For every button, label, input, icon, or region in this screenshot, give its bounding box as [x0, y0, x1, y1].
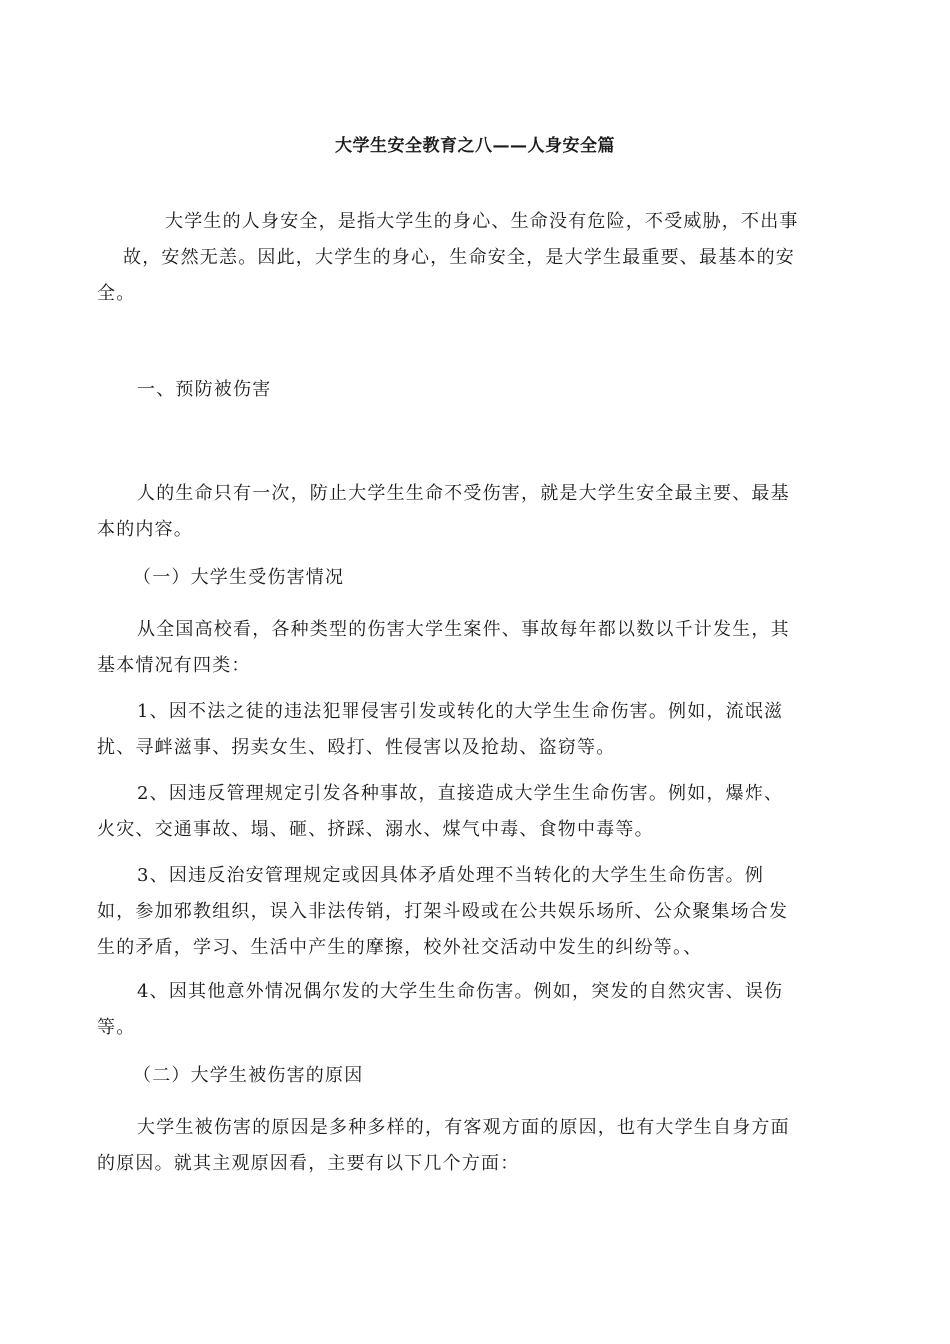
- paragraph: 从全国高校看，各种类型的伤害大学生案件、事故每年都以数以千计发生，其 基本情况有四类：: [97, 619, 790, 676]
- paragraph: 人的生命只有一次，防止大学生生命不受伤害，就是大学生安全最主要、最基 本的内容。: [97, 483, 790, 540]
- list-item: 1、因不法之徒的违法犯罪侵害引发或转化的大学生生命伤害。例如，流氓滋 扰、寻衅滋事、拐卖女生、殴打、性侵害以及抢劫、盗窃等。: [97, 701, 784, 758]
- list-item: 3、因违反治安管理规定或因具体矛盾处理不当转化的大学生生命伤害。例 如，参加邪教组织，误入非法传销，打架斗殴或在公共娱乐场所、公众聚集场合发 生的矛盾，学习、生活中产生的摩擦，校外社交活动中发生的纠纷等。、: [97, 865, 789, 958]
- intro-line-2: 故，安然无恙。因此，大学生的身心，生命安全，是大学生最重要、最基本的安: [123, 247, 795, 268]
- intro-line-1: 大学生的人身安全，是指大学生的身心、生命没有危险，不受威胁，不出事: [165, 211, 799, 232]
- subsection-heading: （一）大学生受伤害情况: [133, 567, 345, 588]
- subsection-heading: （二）大学生被伤害的原因: [133, 1065, 364, 1086]
- list-item: 4、因其他意外情况偶尔发的大学生生命伤害。例如，突发的自然灾害、误伤 等。: [97, 981, 784, 1038]
- intro-paragraph: [97, 204, 857, 312]
- section-heading: 一、预防被伤害: [137, 379, 272, 400]
- document-title: 大学生安全教育之八——人身安全篇: [335, 136, 615, 156]
- intro-line-3: 全。: [97, 283, 136, 304]
- paragraph: 大学生被伤害的原因是多种多样的，有客观方面的原因，也有大学生自身方面 的原因。就其主观原因看，主要有以下几个方面：: [97, 1117, 790, 1174]
- list-item: 2、因违反管理规定引发各种事故，直接造成大学生生命伤害。例如，爆炸、 火灾、交通事故、塌、砸、挤踩、溺水、煤气中毒、食物中毒等。: [97, 783, 784, 840]
